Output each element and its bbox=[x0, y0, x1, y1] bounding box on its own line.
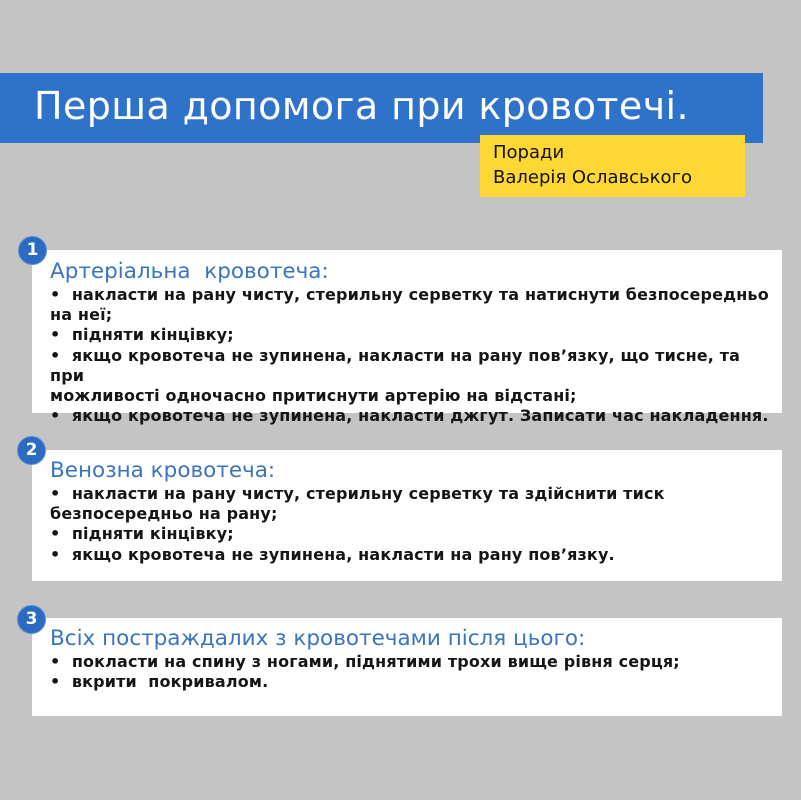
bullet-list bbox=[50, 652, 775, 692]
section-heading: Венозна кровотеча: bbox=[50, 458, 276, 483]
list-item: • накласти на рану чисту, стерильну серветку та здійснити тиск bbox=[50, 484, 665, 503]
list-item: на неї; bbox=[50, 305, 113, 325]
section-number-badge: 3 bbox=[17, 605, 46, 634]
author-caption-line1: Поради bbox=[493, 142, 565, 163]
bullet-list bbox=[50, 285, 775, 426]
list-item: можливості одночасно притиснути артерію на відстані; bbox=[50, 386, 577, 406]
list-item: • підняти кінцівку; bbox=[50, 325, 234, 345]
author-caption bbox=[493, 141, 692, 190]
list-item: • якщо кровотеча не зупинена, накласти на рану пов’язку, що тисне, та при bbox=[50, 345, 746, 385]
section-number-badge: 1 bbox=[18, 236, 47, 265]
list-item: • якщо кровотеча не зупинена, накласти джгут. Записати час накладення. bbox=[50, 406, 769, 426]
section-content-arterial bbox=[50, 259, 775, 426]
section-content-aftercare bbox=[50, 626, 775, 692]
section-content-venous bbox=[50, 458, 775, 565]
section-heading: Артеріальна кровотеча: bbox=[50, 259, 329, 284]
section-number-badge: 2 bbox=[17, 436, 46, 465]
author-caption-line2: Валерія Ославського bbox=[493, 166, 693, 188]
list-item: • накласти на рану чисту, стерильну серветку та натиснути безпосередньо bbox=[50, 285, 769, 304]
list-item: безпосередньо на рану; bbox=[50, 504, 278, 524]
section-heading: Всіх постраждалих з кровотечами після цього: bbox=[50, 626, 586, 651]
list-item: • вкрити покривалом. bbox=[50, 672, 269, 692]
list-item: • якщо кровотеча не зупинена, накласти на рану пов’язку. bbox=[50, 544, 615, 564]
bullet-list bbox=[50, 484, 775, 565]
page-title: Перша допомога при кровотечі. bbox=[34, 84, 689, 128]
list-item: • підняти кінцівку; bbox=[50, 524, 234, 544]
list-item: • покласти на спину з ногами, піднятими трохи вище рівня серця; bbox=[50, 652, 680, 671]
